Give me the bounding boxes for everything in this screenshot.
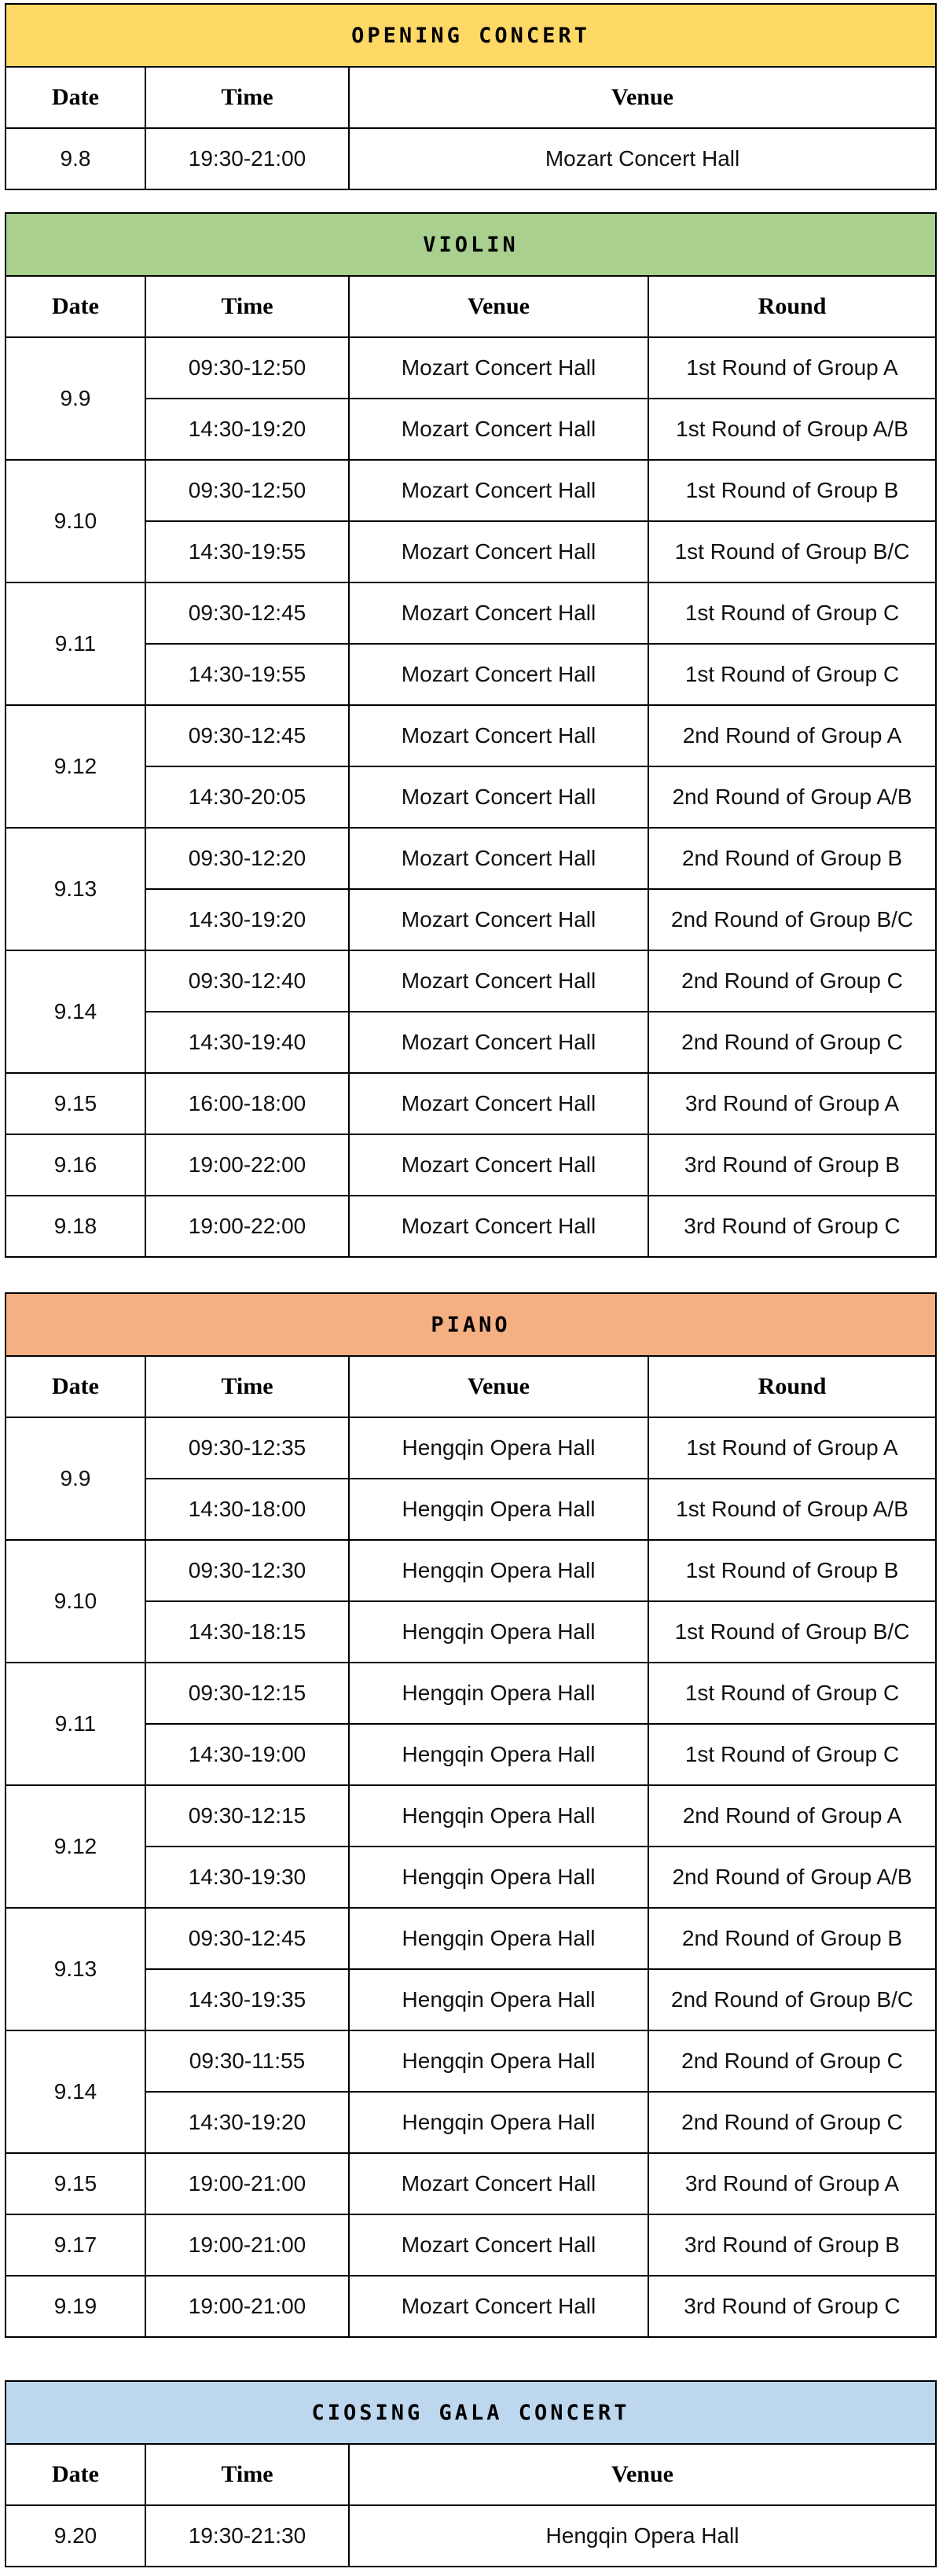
date-cell: 9.11 [6,1663,145,1785]
table-row [6,521,936,582]
time-cell: 14:30-18:15 [145,1601,349,1663]
round-cell: 2nd Round of Group A [648,705,936,766]
header-round: Round [648,1356,936,1417]
time-cell: 16:00-18:00 [145,1073,349,1134]
round-cell: 1st Round of Group C [648,1663,936,1724]
table-row [6,460,936,521]
time-cell: 19:30-21:00 [145,128,349,189]
table-row [6,2092,936,2153]
venue-cell: Hengqin Opera Hall [349,2505,936,2567]
round-cell: 3rd Round of Group B [648,2214,936,2276]
round-cell: 3rd Round of Group A [648,1073,936,1134]
closing-concert-section [5,2380,935,2567]
round-cell: 2nd Round of Group A/B [648,1847,936,1908]
header-time: Time [145,1356,349,1417]
round-cell: 1st Round of Group C [648,644,936,705]
venue-cell: Mozart Concert Hall [349,950,648,1012]
violin-section-title: VIOLIN [6,213,936,276]
time-cell: 09:30-12:50 [145,337,349,399]
venue-cell: Mozart Concert Hall [349,337,648,399]
round-cell: 2nd Round of Group A/B [648,766,936,828]
round-cell: 1st Round of Group A/B [648,1479,936,1540]
piano-table [5,1292,937,2338]
venue-cell: Mozart Concert Hall [349,705,648,766]
time-cell: 09:30-12:15 [145,1663,349,1724]
time-cell: 14:30-19:20 [145,2092,349,2153]
header-venue: Venue [349,276,648,337]
table-row [6,2276,936,2337]
table-row [6,1908,936,1969]
header-time: Time [145,67,349,128]
round-cell: 2nd Round of Group B/C [648,1969,936,2030]
date-cell: 9.15 [6,2153,145,2214]
round-cell: 1st Round of Group B/C [648,1601,936,1663]
date-cell: 9.9 [6,1417,145,1540]
violin-section [5,212,935,1258]
table-row [6,337,936,399]
table-row [6,1073,936,1134]
round-cell: 2nd Round of Group B [648,828,936,889]
time-cell: 09:30-12:20 [145,828,349,889]
time-cell: 19:00-21:00 [145,2214,349,2276]
time-cell: 14:30-19:20 [145,399,349,460]
venue-cell: Hengqin Opera Hall [349,2030,648,2092]
round-cell: 1st Round of Group C [648,582,936,644]
table-row [6,1847,936,1908]
header-time: Time [145,276,349,337]
venue-cell: Mozart Concert Hall [349,766,648,828]
time-cell: 19:00-22:00 [145,1196,349,1257]
table-row [6,2214,936,2276]
venue-cell: Hengqin Opera Hall [349,1847,648,1908]
venue-cell: Mozart Concert Hall [349,2153,648,2214]
round-cell: 2nd Round of Group A [648,1785,936,1847]
time-cell: 14:30-19:00 [145,1724,349,1785]
time-cell: 09:30-11:55 [145,2030,349,2092]
header-venue: Venue [349,1356,648,1417]
venue-cell: Mozart Concert Hall [349,128,936,189]
venue-cell: Hengqin Opera Hall [349,1479,648,1540]
time-cell: 14:30-18:00 [145,1479,349,1540]
round-cell: 1st Round of Group A [648,337,936,399]
date-cell: 9.18 [6,1196,145,1257]
header-date: Date [6,1356,145,1417]
venue-cell: Mozart Concert Hall [349,1073,648,1134]
round-cell: 2nd Round of Group C [648,1012,936,1073]
table-row [6,1663,936,1724]
time-cell: 09:30-12:15 [145,1785,349,1847]
table-row [6,705,936,766]
opening-concert-section [5,3,935,190]
date-cell: 9.10 [6,460,145,582]
header-date: Date [6,276,145,337]
table-row [6,889,936,950]
table-row [6,2153,936,2214]
date-cell: 9.12 [6,705,145,828]
header-venue: Venue [349,67,936,128]
table-row [6,582,936,644]
table-row [6,1134,936,1196]
table-row [6,950,936,1012]
time-cell: 19:00-21:00 [145,2153,349,2214]
round-cell: 1st Round of Group A/B [648,399,936,460]
round-cell: 3rd Round of Group A [648,2153,936,2214]
venue-cell: Hengqin Opera Hall [349,1785,648,1847]
table-row [6,399,936,460]
round-cell: 1st Round of Group B [648,1540,936,1601]
closing-concert-title: CIOSING GALA CONCERT [6,2381,936,2444]
table-row [6,766,936,828]
table-row [6,2505,936,2567]
venue-cell: Mozart Concert Hall [349,460,648,521]
venue-cell: Hengqin Opera Hall [349,1417,648,1479]
venue-cell: Mozart Concert Hall [349,889,648,950]
time-cell: 14:30-19:55 [145,644,349,705]
date-cell: 9.13 [6,1908,145,2030]
round-cell: 2nd Round of Group B [648,1908,936,1969]
round-cell: 2nd Round of Group C [648,2030,936,2092]
round-cell: 1st Round of Group A [648,1417,936,1479]
time-cell: 09:30-12:45 [145,705,349,766]
venue-cell: Mozart Concert Hall [349,1196,648,1257]
header-round: Round [648,276,936,337]
closing-concert-table [5,2380,937,2567]
date-cell: 9.13 [6,828,145,950]
time-cell: 19:00-21:00 [145,2276,349,2337]
venue-cell: Mozart Concert Hall [349,399,648,460]
round-cell: 2nd Round of Group C [648,2092,936,2153]
time-cell: 14:30-19:20 [145,889,349,950]
time-cell: 09:30-12:45 [145,582,349,644]
time-cell: 09:30-12:35 [145,1417,349,1479]
time-cell: 14:30-20:05 [145,766,349,828]
venue-cell: Mozart Concert Hall [349,582,648,644]
table-row [6,1540,936,1601]
time-cell: 19:30-21:30 [145,2505,349,2567]
venue-cell: Hengqin Opera Hall [349,1540,648,1601]
header-time: Time [145,2444,349,2505]
round-cell: 1st Round of Group B [648,460,936,521]
venue-cell: Hengqin Opera Hall [349,1969,648,2030]
round-cell: 3rd Round of Group C [648,1196,936,1257]
table-row [6,1724,936,1785]
venue-cell: Hengqin Opera Hall [349,1663,648,1724]
header-date: Date [6,2444,145,2505]
round-cell: 1st Round of Group C [648,1724,936,1785]
venue-cell: Mozart Concert Hall [349,828,648,889]
table-row [6,1417,936,1479]
venue-cell: Mozart Concert Hall [349,1012,648,1073]
venue-cell: Mozart Concert Hall [349,521,648,582]
venue-cell: Hengqin Opera Hall [349,2092,648,2153]
date-cell: 9.17 [6,2214,145,2276]
date-cell: 9.8 [6,128,145,189]
table-row [6,644,936,705]
time-cell: 09:30-12:45 [145,1908,349,1969]
date-cell: 9.19 [6,2276,145,2337]
date-cell: 9.10 [6,1540,145,1663]
time-cell: 14:30-19:30 [145,1847,349,1908]
table-row [6,1601,936,1663]
round-cell: 3rd Round of Group C [648,2276,936,2337]
date-cell: 9.9 [6,337,145,460]
piano-section-title: PIANO [6,1293,936,1356]
date-cell: 9.20 [6,2505,145,2567]
date-cell: 9.14 [6,2030,145,2153]
table-row [6,1479,936,1540]
date-cell: 9.14 [6,950,145,1073]
time-cell: 09:30-12:30 [145,1540,349,1601]
venue-cell: Hengqin Opera Hall [349,1908,648,1969]
round-cell: 1st Round of Group B/C [648,521,936,582]
table-row [6,1012,936,1073]
table-row [6,2030,936,2092]
table-row [6,1969,936,2030]
venue-cell: Hengqin Opera Hall [349,1724,648,1785]
opening-concert-table [5,3,937,190]
venue-cell: Hengqin Opera Hall [349,1601,648,1663]
round-cell: 2nd Round of Group C [648,950,936,1012]
header-venue: Venue [349,2444,936,2505]
violin-table [5,212,937,1258]
time-cell: 09:30-12:50 [145,460,349,521]
table-row [6,828,936,889]
table-row [6,1785,936,1847]
round-cell: 2nd Round of Group B/C [648,889,936,950]
venue-cell: Mozart Concert Hall [349,2214,648,2276]
date-cell: 9.11 [6,582,145,705]
opening-concert-title: OPENING CONCERT [6,4,936,67]
time-cell: 14:30-19:55 [145,521,349,582]
piano-section [5,1292,935,2338]
table-row [6,128,936,189]
venue-cell: Mozart Concert Hall [349,644,648,705]
venue-cell: Mozart Concert Hall [349,2276,648,2337]
time-cell: 09:30-12:40 [145,950,349,1012]
date-cell: 9.12 [6,1785,145,1908]
round-cell: 3rd Round of Group B [648,1134,936,1196]
time-cell: 14:30-19:40 [145,1012,349,1073]
time-cell: 19:00-22:00 [145,1134,349,1196]
table-row [6,1196,936,1257]
venue-cell: Mozart Concert Hall [349,1134,648,1196]
time-cell: 14:30-19:35 [145,1969,349,2030]
date-cell: 9.16 [6,1134,145,1196]
header-date: Date [6,67,145,128]
date-cell: 9.15 [6,1073,145,1134]
